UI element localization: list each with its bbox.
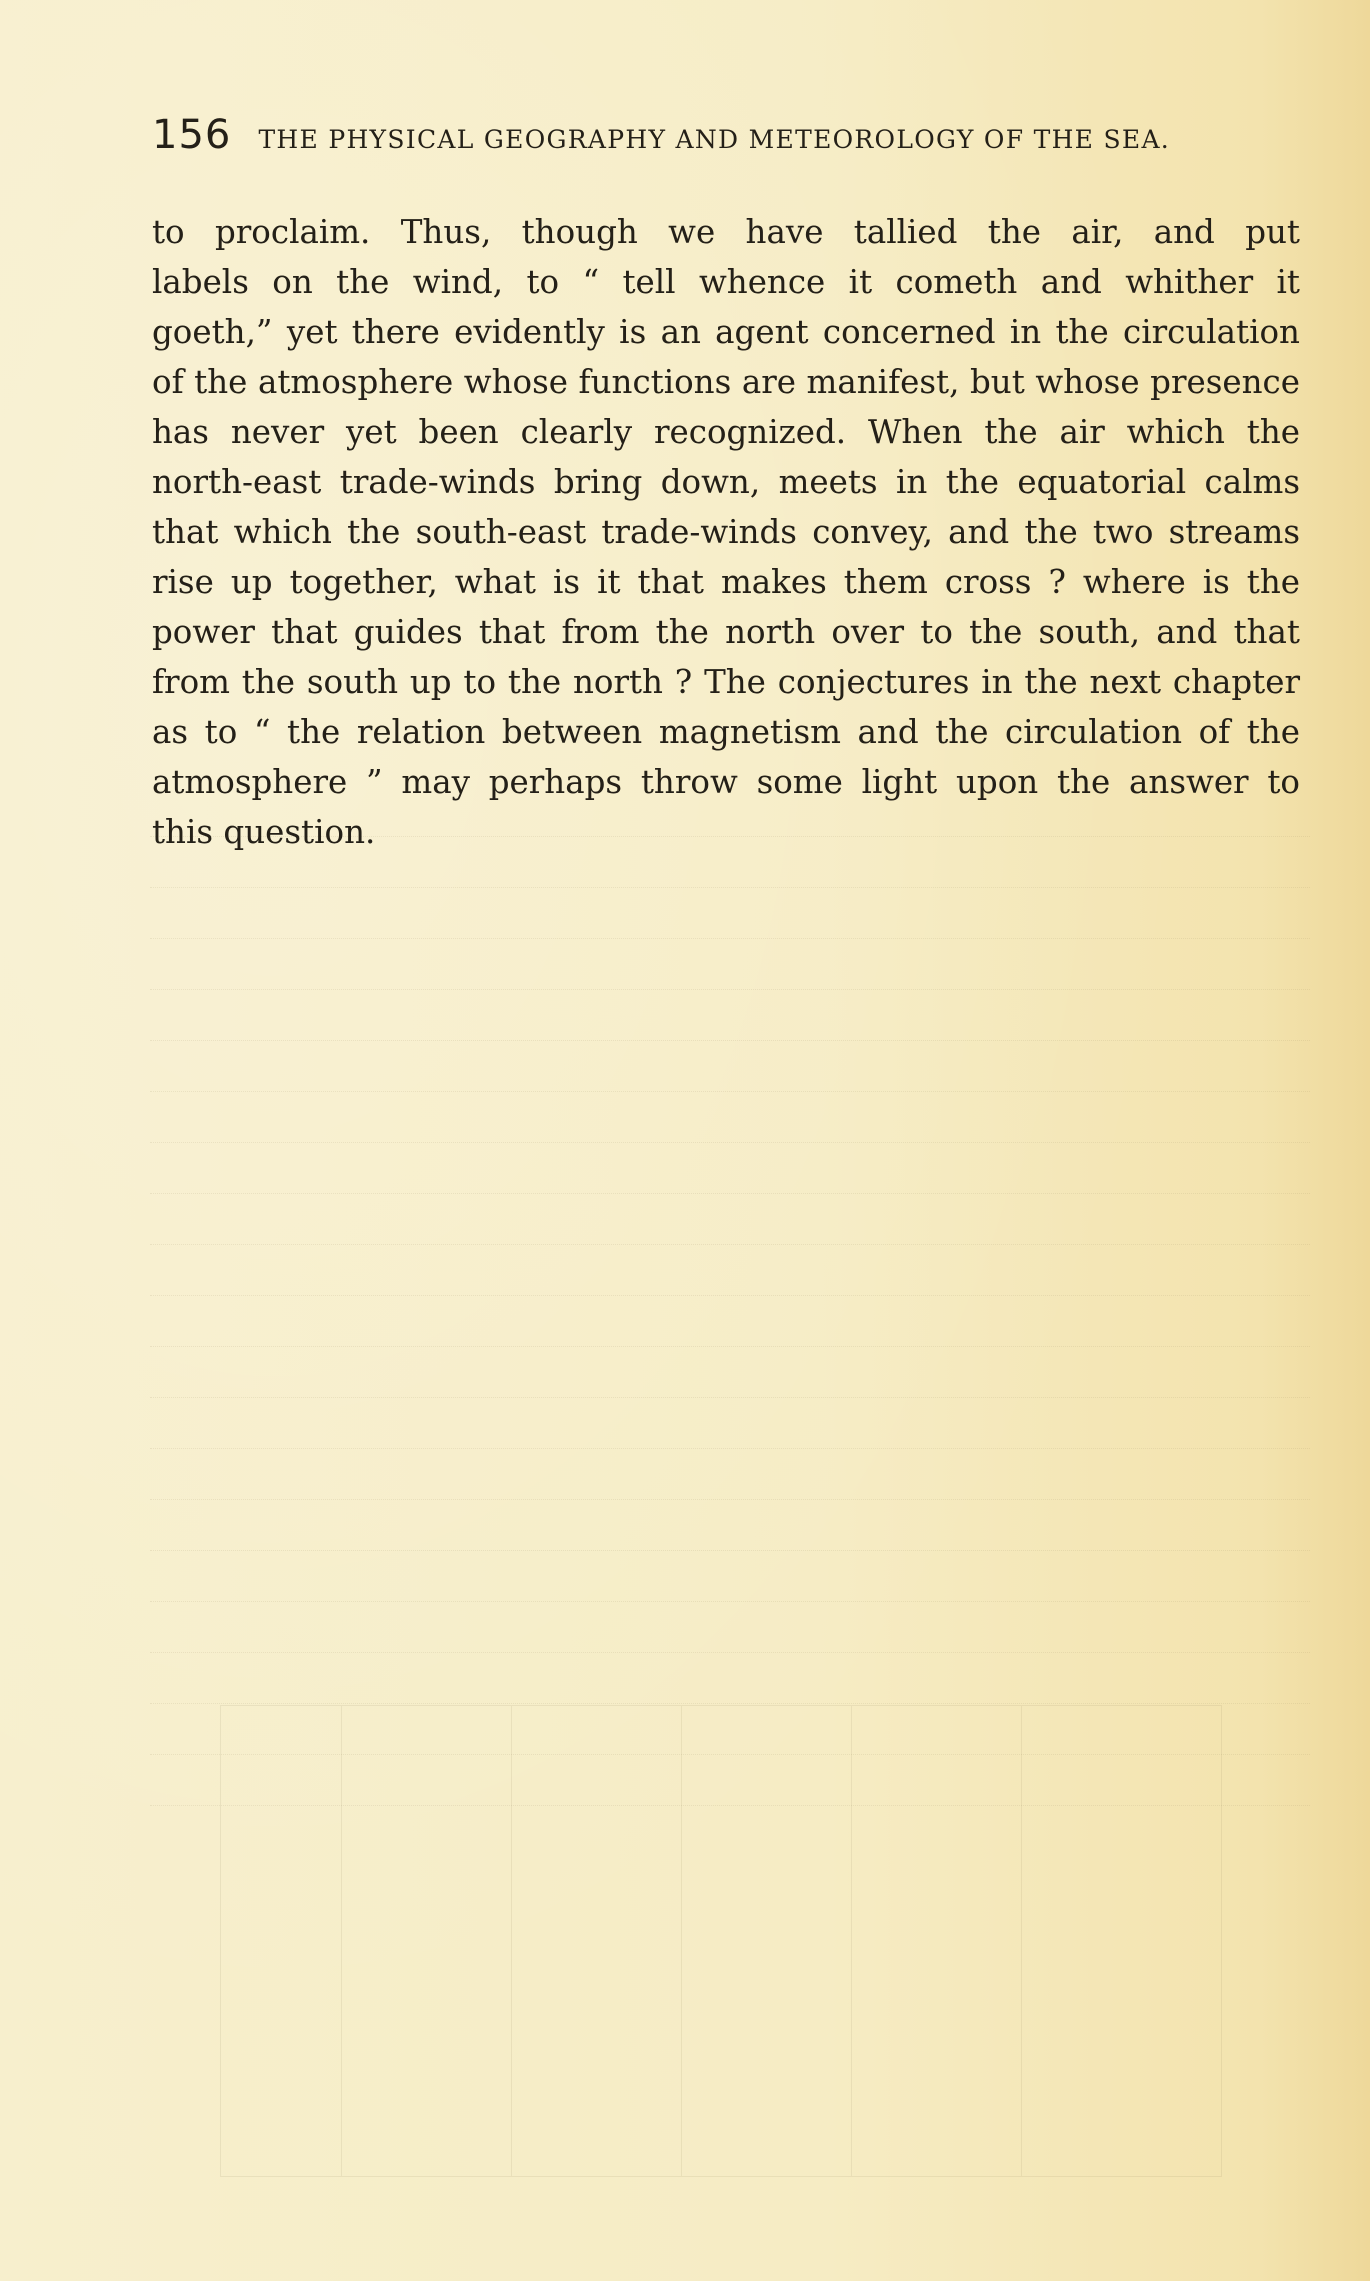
text-line: labels on the wind, to “ tell whence it cometh and whither it (152, 263, 1300, 301)
running-head: THE PHYSICAL GEOGRAPHY AND METEOROLOGY OF THE SEA. (258, 125, 1171, 154)
text-line: has never yet been clearly recognized. When the air which the (152, 413, 1300, 451)
page-number: 156 (152, 112, 232, 158)
text-line: this question. (152, 813, 376, 851)
body-paragraph (152, 207, 1300, 857)
show-through-text (150, 800, 1310, 1810)
text-line: that which the south-east trade-winds convey, and the two streams (152, 513, 1300, 551)
page-header (152, 112, 1262, 172)
text-line: rise up together, what is it that makes them cross ? where is the (152, 563, 1300, 601)
text-line: north-east trade-winds bring down, meets in the equatorial calms (152, 463, 1300, 501)
text-line: atmosphere ” may perhaps throw some light upon the answer to (152, 763, 1300, 801)
text-line: from the south up to the north ? The conjectures in the next chapter (152, 663, 1300, 701)
text-line: power that guides that from the north over to the south, and that (152, 613, 1300, 651)
show-through-table (220, 1705, 1222, 2177)
text-line: of the atmosphere whose functions are manifest, but whose presence (152, 363, 1300, 401)
text-line: goeth,” yet there evidently is an agent concerned in the circulation (152, 313, 1300, 351)
text-line: as to “ the relation between magnetism and the circulation of the (152, 713, 1300, 751)
text-line: to proclaim. Thus, though we have tallied the air, and put (152, 213, 1300, 251)
